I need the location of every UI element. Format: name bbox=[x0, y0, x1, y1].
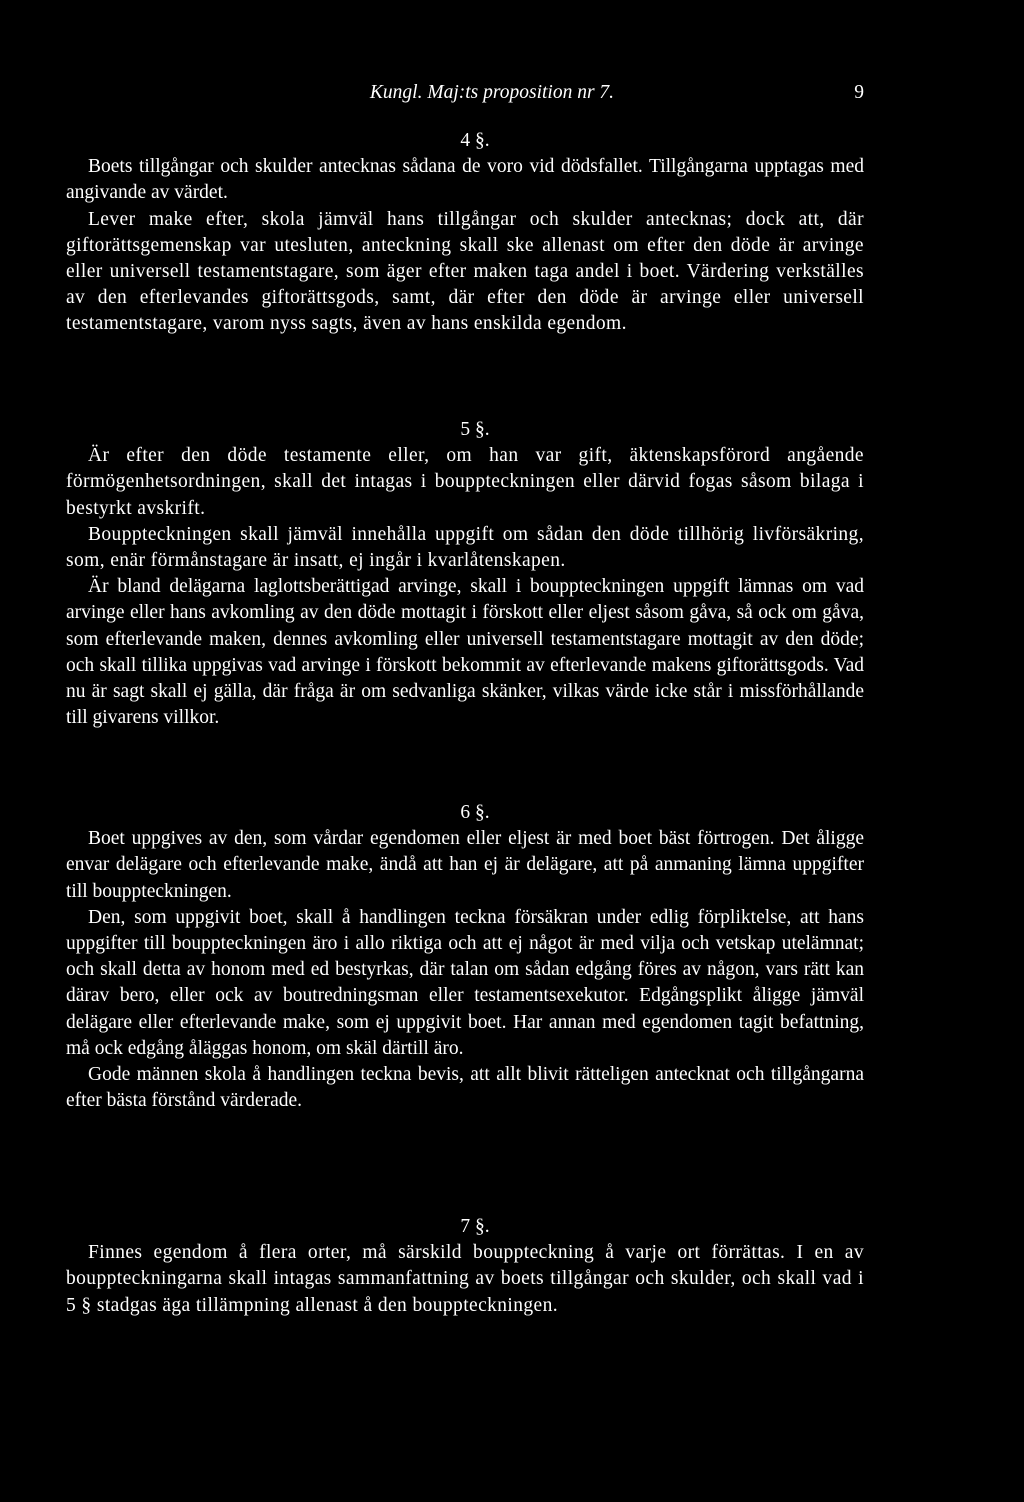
section-5 bbox=[66, 417, 864, 731]
running-title: Kungl. Maj:ts proposition nr 7. bbox=[369, 82, 615, 103]
section-4 bbox=[66, 128, 864, 338]
paragraph: Finnes egendom å flera orter, må särskild bouppteckning å varje ort förrättas. I en av bouppteckningarna skall intagas sammanfattning av boets tillgångar och skulder, och skall vad i 5 § stadgas äga tillämpning allenast å den bouppteckningen. bbox=[66, 1242, 864, 1316]
section-heading: 5 §. bbox=[460, 419, 490, 440]
paragraph: Är efter den döde testamente eller, om han var gift, äktenskapsförord angående förmögenhetsordningen, skall det intagas i bouppteckningen eller därvid fogas såsom bilaga i bestyrkt avskrift. bbox=[66, 445, 864, 519]
paragraph: Boet uppgives av den, som vårdar egendomen eller eljest är med boet bäst förtrogen. Det åligge envar delägare och efterlevande make, ändå att han ej är delägare, att på anmaning lämna uppgifter till bouppteckningen. bbox=[66, 828, 864, 902]
paragraph: Lever make efter, skola jämväl hans tillgångar och skulder antecknas; dock att, där giftorättsgemenskap var utesluten, anteckning skall ske allenast om efter den döde är arvinge eller universell testamentstagare, som äger efter maken taga andel i boet. Värdering verkställes av den efterlevandes giftorättsgods, samt, där efter den döde är arvinge eller universell testamentstagare, varom nyss sagts, även av hans enskilda egendom. bbox=[66, 208, 864, 335]
page-header bbox=[66, 82, 864, 108]
paragraph: Den, som uppgivit boet, skall å handlingen teckna försäkran under edlig förpliktelse, att hans uppgifter till bouppteckningen äro i allo riktiga och att ej något är med vilja och vetskap utelämnat; och skall detta av honom med ed bestyrkas, där talan om sådan edgång föres av någon, vars rätt kan därav bero, eller ock av boutredningsman eller testamentsexekutor. Edgångsplikt åligge jämväl delägare eller efterlevande make, som ej uppgivit boet. Har annan med egendomen tagit befattning, må ock edgång åläggas honom, om skäl därtill äro. bbox=[66, 906, 864, 1059]
section-heading: 6 §. bbox=[460, 802, 490, 823]
paragraph: Gode männen skola å handlingen teckna bevis, att allt blivit rätteligen antecknat och tillgångarna efter bästa förstånd värderade. bbox=[66, 1064, 864, 1112]
paragraph: Bouppteckningen skall jämväl innehålla uppgift om sådan den döde tillhörig livförsäkring, som, enär förmånstagare är insatt, ej ingår i kvarlåtenskapen. bbox=[66, 523, 864, 572]
section-heading: 4 §. bbox=[460, 130, 490, 151]
page-number: 9 bbox=[854, 82, 864, 103]
paragraph: Boets tillgångar och skulder antecknas sådana de voro vid dödsfallet. Tillgångarna upptagas med angivande av värdet. bbox=[66, 156, 864, 204]
section-7 bbox=[66, 1214, 864, 1319]
section-6 bbox=[66, 800, 864, 1114]
section-heading: 7 §. bbox=[460, 1216, 490, 1237]
paragraph: Är bland delägarna laglottsberättigad arvinge, skall i bouppteckningen uppgift lämnas om vad arvinge eller hans avkomling av den döde mottagit i förskott eller eljest såsom gåva, så ock om gåva, som efterlevande maken, dennes avkomling eller universell testamentstagare mottagit av den döde; och skall tillika uppgivas vad arvinge i förskott bekommit av efterlevande makens giftorättsgods. Vad nu är sagt skall ej gälla, där fråga är om sedvanliga skänker, vilkas värde icke står i missförhållande till givarens villkor. bbox=[66, 576, 864, 729]
